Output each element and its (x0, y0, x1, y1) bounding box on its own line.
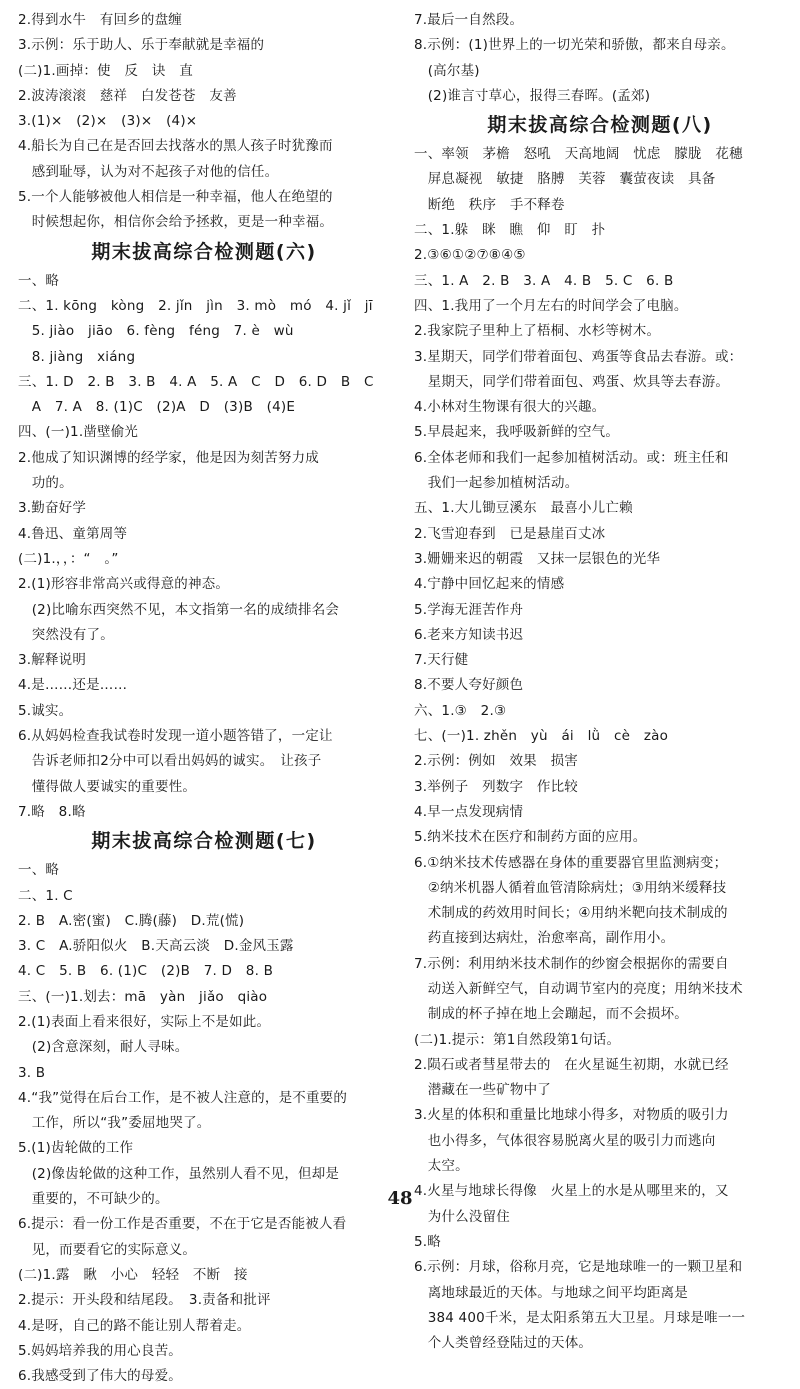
answer-line: 2.(1)表面上看来很好，实际上不是如此。 (18, 1013, 271, 1030)
answer-line: 七、(一)1. zhěn yù ái lǜ cè zào (414, 728, 669, 745)
answer-line: 离地球最近的天体。与地球之间平均距离是 (414, 1284, 688, 1301)
answer-line: 重要的，不可缺少的。 (18, 1191, 169, 1208)
answer-line: 星期天，同学们带着面包、鸡蛋、炊具等去春游。 (414, 373, 730, 390)
answer-line: 5.学海无涯苦作舟 (414, 601, 524, 618)
page-number: 48 (387, 1188, 413, 1209)
answer-line: 我们一起参加植树活动。 (414, 475, 579, 492)
answer-line: 6.提示：看一份工作是否重要，不在于它是否能被人看 (18, 1216, 347, 1233)
answer-line: 4.火星与地球长得像 火星上的水是从哪里来的，又 (414, 1183, 729, 1200)
answer-line: 2.他成了知识渊博的经学家，他是因为刻苦努力成 (18, 449, 319, 466)
answer-line: 6.①纳米技术传感器在身体的重要器官里监测病变； (414, 854, 728, 871)
answer-line: 7.最后一自然段。 (414, 12, 524, 28)
answer-line: (二)1.画掉：使 反 诀 直 (18, 62, 193, 79)
answer-line: 4.小林对生物课有很大的兴趣。 (414, 399, 606, 416)
answer-line: 3.姗姗来迟的朝霞 又抹一层银色的光华 (414, 550, 661, 567)
answer-line: 5.纳米技术在医疗和制药方面的应用。 (414, 829, 647, 846)
answer-line: 为什么没留住 (414, 1208, 510, 1225)
answer-line: (高尔基) (414, 62, 480, 79)
answer-line: 四、(一)1.凿壁偷光 (18, 424, 139, 441)
answer-line: 7.天行健 (414, 652, 469, 669)
answer-line: 3. C A.骄阳似火 B.天高云淡 D.金风玉露 (18, 938, 294, 955)
answer-line: 5.早晨起来，我呼吸新鲜的空气。 (414, 424, 620, 441)
answer-line: 4.“我”觉得在后台工作，是不被人注意的，是不重要的 (18, 1089, 348, 1106)
answer-line: 6.老来方知读书迟 (414, 626, 524, 643)
answer-line: 3.星期天，同学们带着面包、鸡蛋等食品去春游。或： (414, 348, 743, 365)
answer-line: 8.示例：(1)世界上的一切光荣和骄傲，都来自母亲。 (414, 37, 735, 54)
answer-line: 功的。 (18, 475, 73, 492)
answer-line: (二)1.，，：“ 。” (18, 550, 119, 567)
answer-line: 5. jiào jiāo 6. fèng féng 7. è wù (18, 323, 294, 340)
answer-line: 药直接到达病灶，治愈率高，副作用小。 (414, 930, 675, 947)
answer-line: 时候想起你，相信你会给予拯救，更是一种幸福。 (18, 214, 334, 231)
answer-line: (2)谁言寸草心，报得三春晖。(孟郊) (414, 87, 651, 104)
answer-line: (二)1.露 瞅 小心 轻轻 不断 接 (18, 1266, 248, 1283)
answer-line: 六、1.③ 2.③ (414, 702, 507, 719)
answer-line: 四、1.我用了一个月左右的时间学会了电脑。 (414, 297, 688, 314)
answer-line: 7.示例：利用纳米技术制作的纱窗会根据你的需要自 (414, 955, 729, 972)
answer-line: 2.(1)形容非常高兴或得意的神态。 (18, 576, 230, 593)
answer-line: (2)比喻东西突然不见，本文指第一名的成绩排名会 (18, 601, 340, 618)
answer-line: 潜藏在一些矿物中了 (414, 1082, 551, 1099)
answer-line: 5.诚实。 (18, 702, 73, 719)
answer-line: 一、略 (18, 862, 60, 879)
answer-line: 4.船长为自己在是否回去找落水的黑人孩子时犹豫而 (18, 138, 333, 155)
answer-line: 三、1. A 2. B 3. A 4. B 5. C 6. B (414, 272, 674, 289)
answer-line: (二)1.提示：第1自然段第1句话。 (414, 1031, 621, 1048)
answer-line: 5.略 (414, 1233, 441, 1250)
answer-line: 5.一个人能够被他人相信是一种幸福，他人在绝望的 (18, 189, 333, 206)
answer-line: 5.(1)齿轮做的工作 (18, 1140, 134, 1157)
answer-line: 个人类曾经登陆过的天体。 (414, 1335, 593, 1352)
answer-line: 3.示例：乐于助人、乐于奉献就是幸福的 (18, 37, 265, 54)
answer-line: 4.早一点发现病情 (414, 803, 524, 820)
answer-line: ②纳米机器人循着血管清除病灶；③用纳米缓释技 (414, 879, 727, 896)
answer-line: 二、1. C (18, 887, 73, 904)
answer-line: 工作，所以“我”委屈地哭了。 (18, 1115, 211, 1132)
answer-line: 2.得到水牛 有回乡的盘缠 (18, 12, 182, 28)
answer-line: 二、1. kōng kòng 2. jǐn jìn 3. mò mó 4. jǐ jī (18, 297, 373, 314)
answer-line: 2.我家院子里种上了梧桐、水杉等树木。 (414, 323, 661, 340)
answer-line: 4.鲁迅、童第周等 (18, 525, 128, 542)
answer-line: (2)像齿轮做的这种工作，虽然别人看不见，但却是 (18, 1165, 340, 1182)
answer-line: 断绝 秩序 手不释卷 (414, 196, 565, 213)
answer-line: 3.勤奋好学 (18, 500, 87, 517)
left-column (18, 8, 390, 1389)
answer-line: 一、略 (18, 272, 60, 289)
answer-line: 384 400千米，是太阳系第五大卫星。月球是唯一一 (414, 1309, 746, 1326)
answer-line: 5.妈妈培养我的用心良苦。 (18, 1342, 182, 1359)
answer-line: 2.③⑥①②⑦⑧④⑤ (414, 247, 526, 264)
answer-line: 告诉老师扣2分中可以看出妈妈的诚实。 让孩子 (18, 753, 322, 770)
answer-line: 2.提示：开头段和结尾段。 3.责备和批评 (18, 1292, 271, 1309)
answer-line: 8.不要人夸好颜色 (414, 677, 524, 694)
answer-line: 3.(1)× (2)× (3)× (4)× (18, 113, 198, 130)
section-title: 期末拔高综合检测题(八) (487, 114, 713, 137)
answer-line: 动送入新鲜空气，自动调节室内的亮度；用纳米技术 (414, 980, 743, 997)
answer-line: 2. B A.密(蜜) C.腾(藤) D.荒(慌) (18, 912, 245, 929)
answer-line: 3.解释说明 (18, 652, 87, 669)
answer-line: 二、1.躲 眯 瞧 仰 盯 扑 (414, 222, 606, 239)
answer-line: 五、1.大儿锄豆溪东 最喜小儿亡赖 (414, 500, 633, 517)
section-title: 期末拔高综合检测题(七) (91, 830, 317, 853)
answer-line: 制成的杯子掉在地上会蹦起，而不会损坏。 (414, 1006, 688, 1023)
answer-line: 屏息凝视 敏捷 胳膊 芙蓉 囊萤夜读 具备 (414, 171, 716, 188)
answer-line: 2.飞雪迎春到 已是悬崖百丈冰 (414, 525, 606, 542)
answer-line: 7.略 8.略 (18, 803, 86, 820)
answer-line: 3. B (18, 1064, 46, 1081)
answer-line: 术制成的药效用时间长；④用纳米靶向技术制成的 (414, 905, 728, 922)
answer-line: 4.是……还是…… (18, 677, 128, 694)
answer-line: 突然没有了。 (18, 626, 114, 643)
answer-line: A 7. A 8. (1)C (2)A D (3)B (4)E (18, 399, 296, 416)
answer-line: 懂得做人要诚实的重要性。 (18, 778, 197, 795)
answer-line: 8. jiàng xiáng (18, 348, 136, 365)
answer-line: 三、(一)1.划去：mā yàn jiǎo qiào (18, 988, 268, 1005)
right-column (414, 8, 786, 1356)
answer-line: 3.火星的体积和重量比地球小得多，对物质的吸引力 (414, 1107, 729, 1124)
answer-line: 三、1. D 2. B 3. B 4. A 5. A C D 6. D B C (18, 373, 374, 390)
answer-line: 4. C 5. B 6. (1)C (2)B 7. D 8. B (18, 963, 274, 980)
answer-line: 感到耻辱，认为对不起孩子对他的信任。 (18, 163, 279, 180)
answer-line: 6.全体老师和我们一起参加植树活动。或：班主任和 (414, 449, 729, 466)
answer-line: 2.波涛滚滚 慈祥 白发苍苍 友善 (18, 87, 237, 104)
answer-line: 一、率领 茅檐 怒吼 天高地阔 忧虑 朦胧 花穗 (414, 146, 743, 163)
section-title: 期末拔高综合检测题(六) (91, 240, 317, 263)
answer-line: 4.是呀，自己的路不能让别人帮着走。 (18, 1317, 251, 1334)
answer-line: (2)含意深刻，耐人寻味。 (18, 1039, 189, 1056)
answer-line: 4.宁静中回忆起来的情感 (414, 576, 565, 593)
answer-line: 太空。 (414, 1158, 469, 1175)
answer-line: 6.我感受到了伟大的母爱。 (18, 1368, 182, 1385)
answer-line: 见，而要看它的实际意义。 (18, 1241, 197, 1258)
answer-line: 3.举例子 列数字 作比较 (414, 778, 578, 795)
answer-line: 2.陨石或者彗星带去的 在火星诞生初期，水就已经 (414, 1056, 729, 1073)
answer-line: 2.示例：例如 效果 损害 (414, 753, 578, 770)
answer-line: 也小得多，气体很容易脱离火星的吸引力而逃向 (414, 1132, 716, 1149)
answer-line: 6.示例：月球，俗称月亮，它是地球唯一的一颗卫星和 (414, 1259, 743, 1276)
answer-line: 6.从妈妈检查我试卷时发现一道小题答错了，一定让 (18, 728, 333, 745)
